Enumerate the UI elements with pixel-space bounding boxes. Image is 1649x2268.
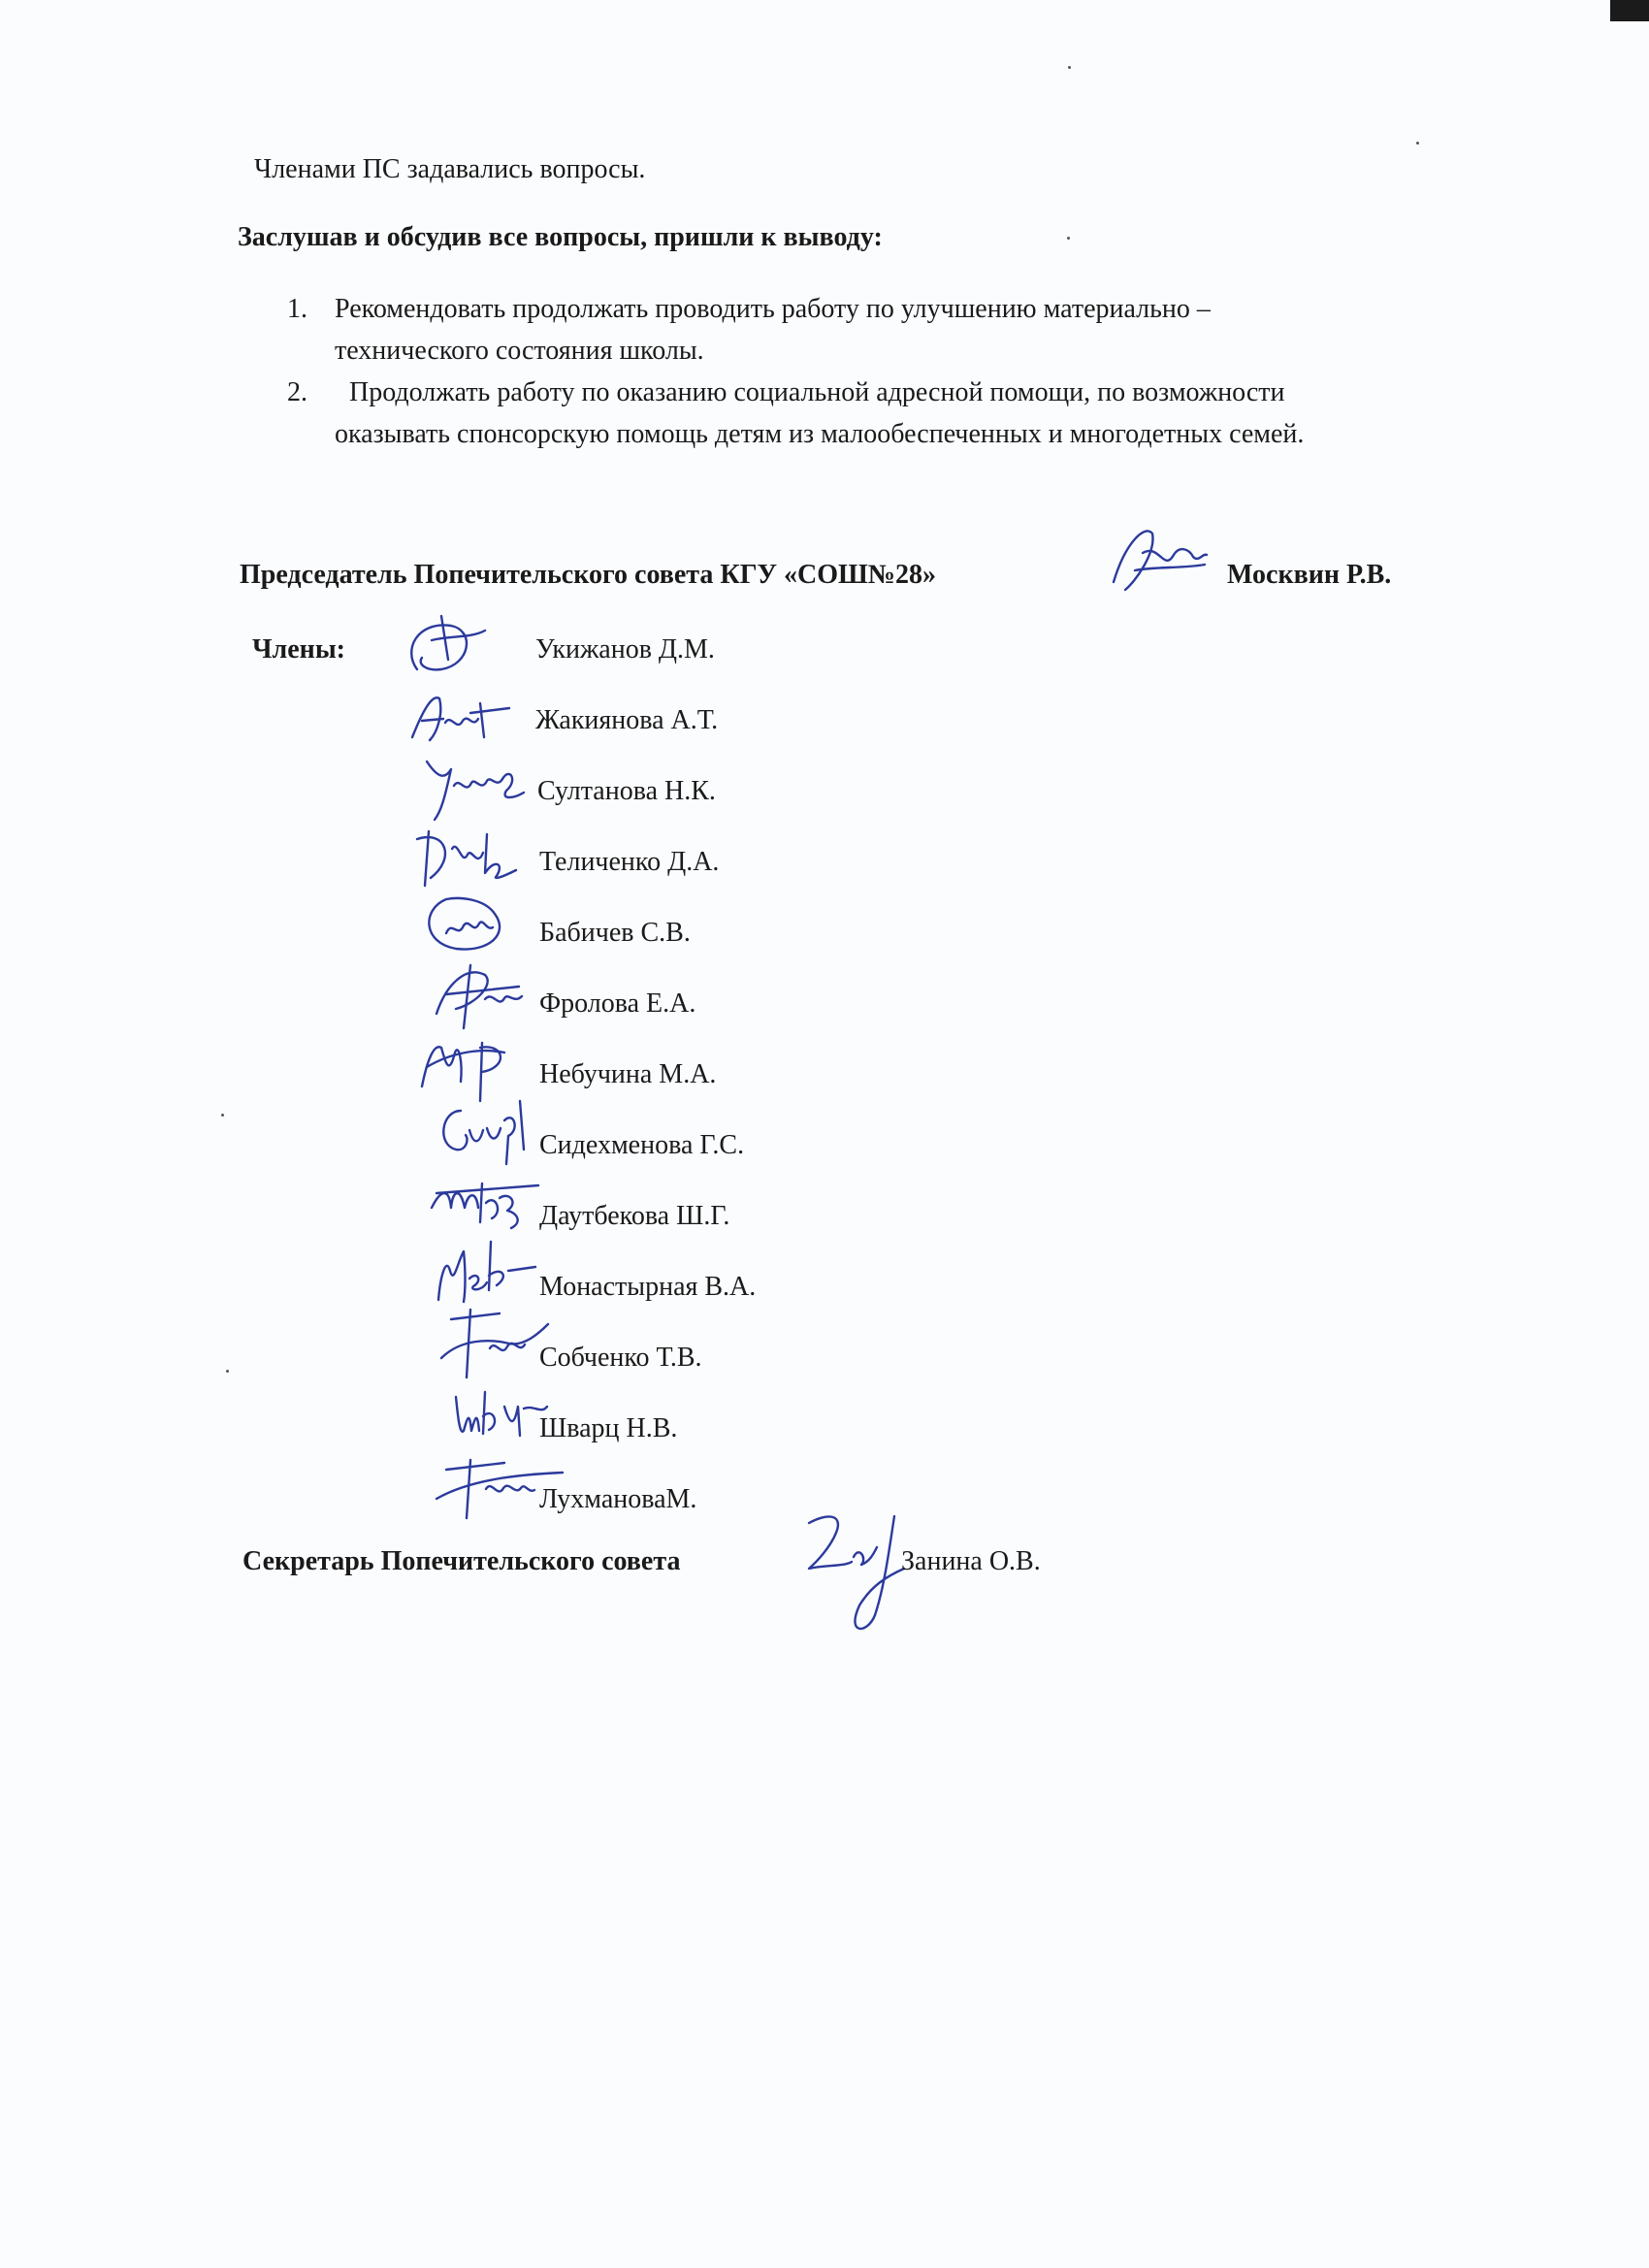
secretary-label: Секретарь Попечительского совета — [242, 1546, 681, 1576]
member-name: Сидехменова Г.С. — [539, 1130, 745, 1160]
member-signature — [432, 1445, 567, 1528]
member-signature — [422, 1164, 543, 1237]
scan-speck — [1067, 237, 1070, 240]
member-name: Монастырная В.А. — [539, 1272, 757, 1302]
members-label: Члены: — [252, 634, 346, 664]
member-signature — [432, 1300, 558, 1387]
member-name: Шварц Н.В. — [539, 1413, 678, 1443]
member-name: Небучина М.А. — [539, 1059, 717, 1089]
scan-speck — [1068, 66, 1071, 69]
chairman-name: Москвин Р.В. — [1227, 560, 1392, 590]
member-name: Собченко Т.В. — [539, 1343, 702, 1373]
member-name: Даутбекова Ш.Г. — [539, 1201, 730, 1231]
member-name: Султанова Н.К. — [537, 776, 716, 806]
member-name: Фролова Е.А. — [539, 988, 696, 1019]
decision-number: 2. — [287, 377, 307, 407]
member-signature — [446, 1377, 553, 1450]
member-signature — [417, 885, 524, 962]
member-signature — [417, 752, 534, 829]
chairman-label: Председатель Попечительского совета КГУ «СОШ№28» — [240, 560, 936, 590]
member-name: ЛухмановаМ. — [539, 1484, 697, 1514]
member-signature — [398, 601, 504, 689]
member-name: Теличенко Д.А. — [539, 847, 720, 877]
scan-edge-mark — [1610, 0, 1649, 21]
decision-number: 1. — [287, 294, 307, 324]
chairman-signature — [1106, 514, 1212, 601]
member-name: Жакиянова А.Т. — [535, 705, 719, 735]
decision-text-line: технического состояния школы. — [335, 336, 704, 366]
member-name: Бабичев С.В. — [539, 918, 691, 948]
intro-line: Членами ПС задавались вопросы. — [254, 154, 646, 184]
scan-speck — [221, 1114, 224, 1117]
decision-text-line: Продолжать работу по оказанию социальной адресной помощи, по возможности — [349, 377, 1285, 407]
secretary-signature — [797, 1508, 914, 1644]
scan-speck — [226, 1370, 229, 1373]
decision-text-line: Рекомендовать продолжать проводить работу по улучшению материально – — [335, 294, 1211, 324]
member-signature — [427, 1091, 543, 1174]
decision-text-line: оказывать спонсорскую помощь детям из малообеспеченных и многодетных семей. — [335, 419, 1305, 449]
member-name: Укижанов Д.М. — [535, 634, 715, 664]
conclusion-heading: Заслушав и обсудив все вопросы, пришли к выводу: — [238, 222, 883, 252]
member-signature — [403, 684, 519, 752]
scan-speck — [1416, 142, 1419, 145]
secretary-name: Занина О.В. — [901, 1546, 1041, 1576]
member-signature — [417, 956, 534, 1033]
